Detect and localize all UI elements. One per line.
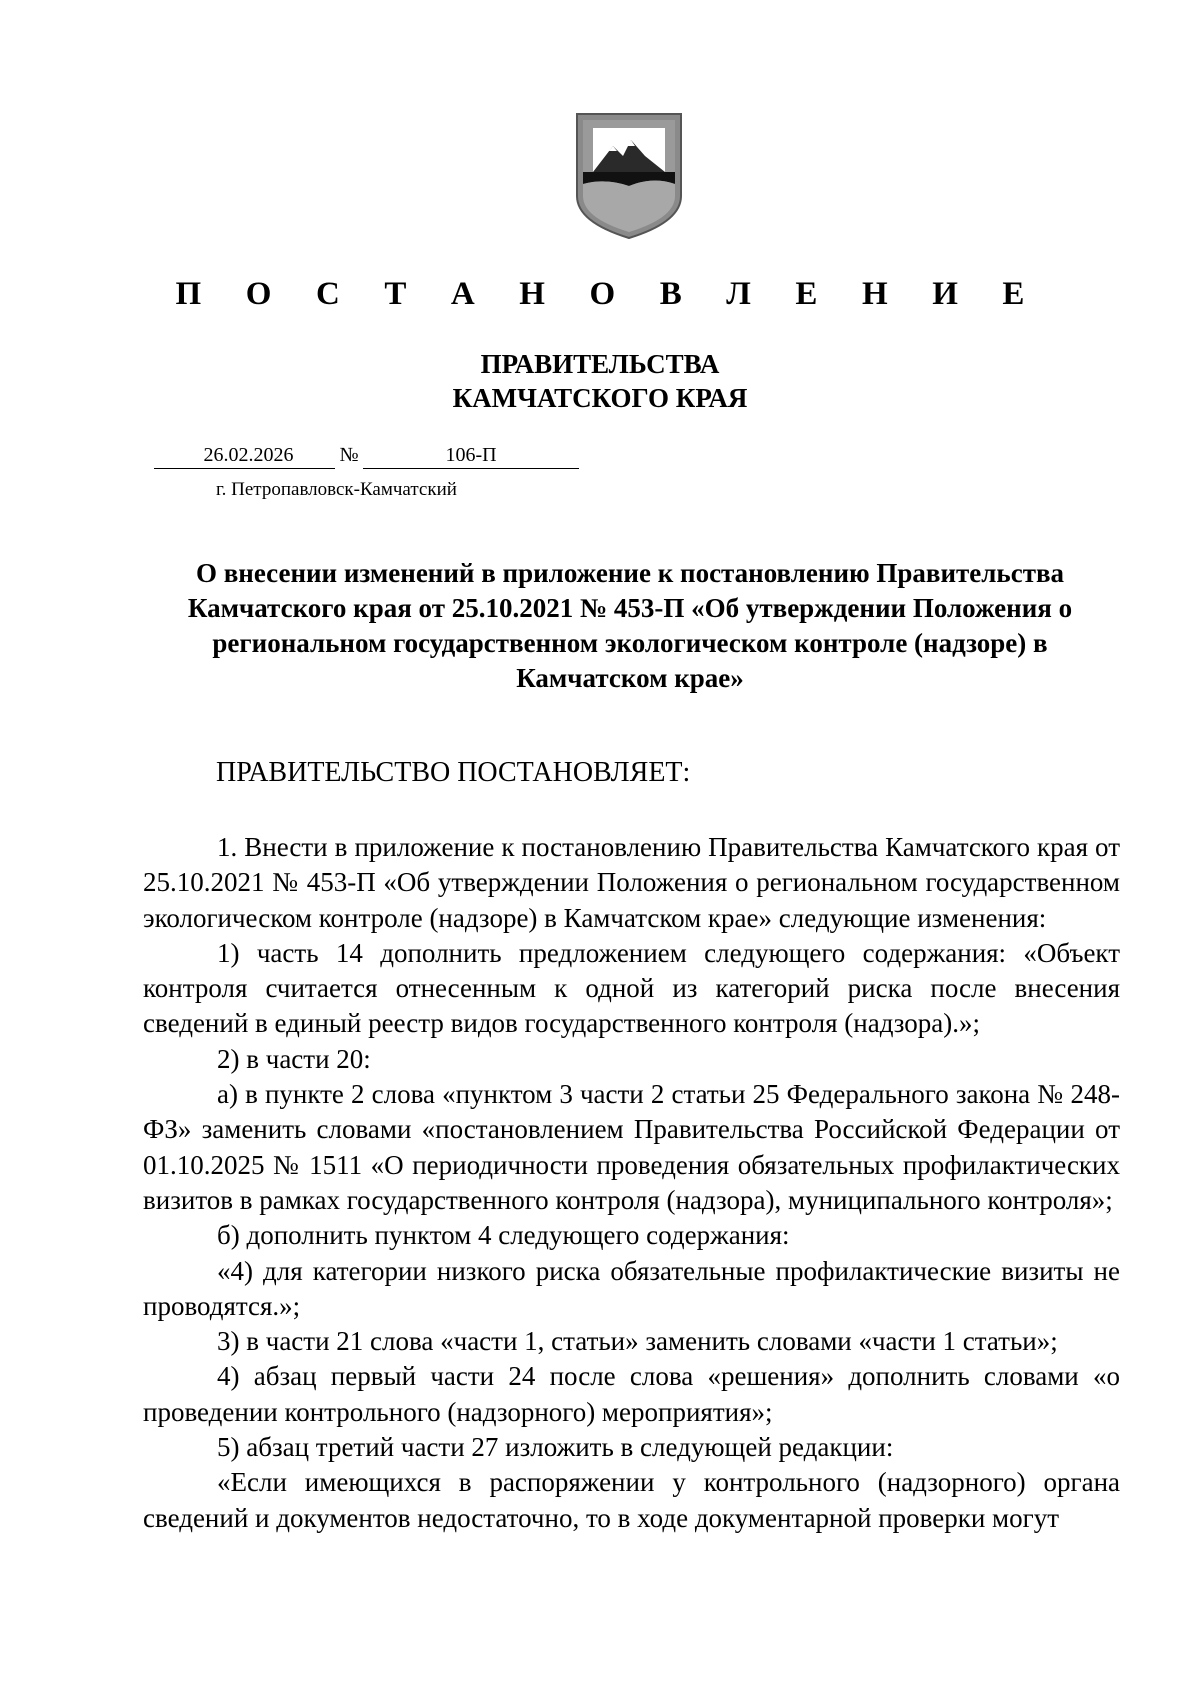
subject-line: Камчатского края от 25.10.2021 № 453-П «Об утверждении Положения о — [187, 593, 1073, 623]
issuer-line-1: ПРАВИТЕЛЬСТВА — [480, 349, 720, 379]
document-type-title: П О С Т А Н О В Л Е Н И Е — [175, 276, 1043, 312]
body-paragraph: «4) для категории низкого риска обязательные профилактические визиты не проводятся.»; — [143, 1255, 1120, 1321]
document-body — [143, 830, 1120, 1536]
document-subject — [170, 556, 1090, 696]
body-paragraph: 4) абзац первый части 24 после слова «решения» дополнить словами «о проведении контрольного (надзорного) мероприятия»; — [143, 1361, 1120, 1427]
kamchatka-coat-of-arms-icon — [573, 110, 685, 242]
decree-statement: ПРАВИТЕЛЬСТВО ПОСТАНОВЛЯЕТ: — [216, 757, 691, 788]
number-sign: № — [339, 444, 359, 466]
body-paragraph: б) дополнить пунктом 4 следующего содержания: — [217, 1220, 790, 1251]
body-paragraph: 1. Внести в приложение к постановлению Правительства Камчатского края от 25.10.2021 № 453-П «Об утверждении Положения о региональном государственном экологическом контроле (надзоре) в Камчатском крае» следующие изменения: — [143, 832, 1120, 933]
document-date-field — [154, 444, 335, 469]
subject-line: региональном государственном экологическом контроле (надзоре) в — [212, 628, 1048, 658]
issuer-line-2: КАМЧАТСКОГО КРАЯ — [452, 383, 748, 413]
body-paragraph: «Если имеющихся в распоряжении у контрольного (надзорного) органа сведений и документов недостаточно, то в ходе документарной проверки могут — [143, 1467, 1120, 1533]
body-paragraph: а) в пункте 2 слова «пунктом 3 части 2 статьи 25 Федерального закона № 248-ФЗ» заменить словами «постановлением Правительства Российской Федерации от 01.10.2025 № 1511 «О периодичности проведения обязательных профилактических визитов в рамках государственного контроля (надзора), муниципального контроля»; — [143, 1079, 1120, 1215]
body-paragraph: 1) часть 14 дополнить предложением следующего содержания: «Объект контроля считается отнесенным к одной из категорий риска после внесения сведений в единый реестр видов государственного контроля (надзора).»; — [143, 937, 1120, 1039]
body-paragraph: 2) в части 20: — [217, 1043, 371, 1074]
date-number-row — [154, 444, 584, 470]
issue-city: г. Петропавловск-Камчатский — [216, 479, 457, 500]
body-paragraph: 5) абзац третий части 27 изложить в следующей редакции: — [217, 1432, 894, 1463]
body-paragraph: 3) в части 21 слова «части 1, статьи» заменить словами «части 1 статьи»; — [217, 1326, 1058, 1357]
subject-line: О внесении изменений в приложение к постановлению Правительства — [195, 558, 1065, 588]
subject-line: Камчатском крае» — [516, 663, 744, 693]
document-number: 106-П — [363, 444, 579, 469]
document-date: 26.02.2026 — [203, 444, 294, 466]
